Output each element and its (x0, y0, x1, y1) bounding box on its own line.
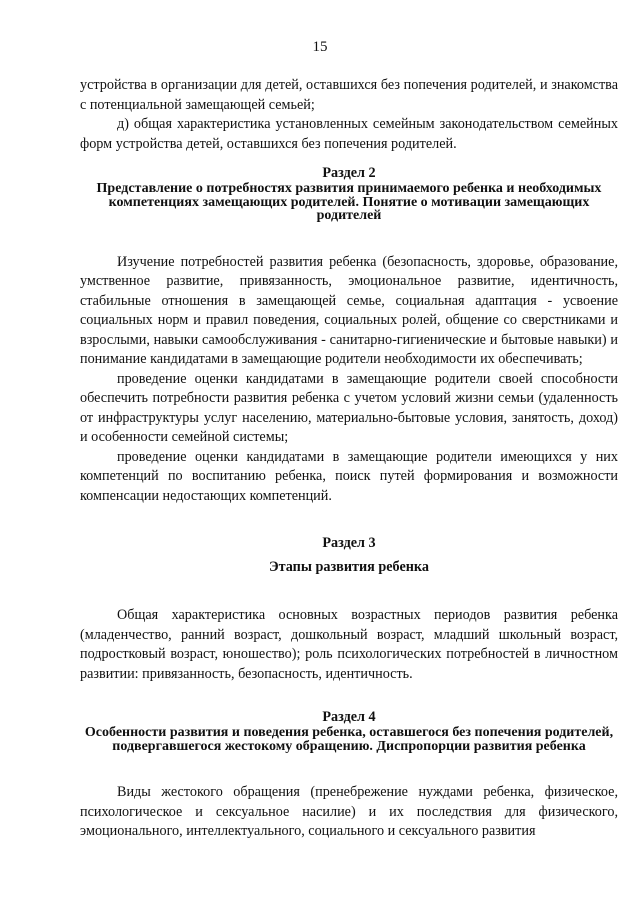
page-number: 15 (312, 39, 328, 55)
section-4-paragraph-1: Виды жестокого обращения (пренебрежение нуждами ребенка, физическое, психологическое и сексуальное насилие) и их последствия для физического, эмоционального, интеллектуального, социального и сексуального развития (80, 784, 618, 839)
section-3-paragraph-1: Общая характеристика основных возрастных периодов развития ребенка (младенчество, ранний возраст, дошкольный возраст, младший школьный возраст, подростковый возраст, юношество); роль психологических потребностей в личностном развитии: привязанность, безопасность, идентичность. (80, 607, 618, 682)
section-3-heading: Этапы развития ребенка (269, 559, 429, 575)
intro-paragraph-continuation: устройства в организации для детей, оставшихся без попечения родителей, и знакомства с потенциальной замещающей семьей; (80, 77, 618, 113)
section-2-label: Раздел 2 (322, 165, 376, 181)
section-2-paragraph-1: Изучение потребностей развития ребенка (безопасность, здоровье, образование, умственное развитие, привязанность, эмоциональное развитие, идентичность, стабильные отношения в замещающей семье, социальная адаптация - усвоение социальных норм и правил поведения, социальных ролей, общение со сверстниками и взрослыми, навыки самообслуживания - санитарно-гигиенические и бытовые навыки) и понимание кандидатами в замещающие родители необходимости их обеспечивать; (80, 253, 618, 367)
section-4-label: Раздел 4 (322, 709, 376, 725)
section-4-title (80, 708, 618, 753)
section-4-heading: Особенности развития и поведения ребенка, оставшегося без попечения родителей, подвергавшегося жестокому обращению. Диспропорции развития ребенка (84, 725, 614, 754)
section-3-title (80, 534, 618, 576)
section-2-title (80, 164, 618, 223)
section-2-heading: Представление о потребностях развития принимаемого ребенка и необходимых компетенциях замещающих родителей. Понятие о мотивации замещающих родителей (96, 181, 602, 223)
section-2-paragraph-2: проведение оценки кандидатами в замещающие родители своей способности обеспечить потребности развития ребенка с учетом условий жизни семьи (удаленность от инфраструктуры услуг населению, материально-бытовые условия, занятость, доход) и особенности семейной системы; (80, 370, 618, 445)
document-body (80, 76, 618, 842)
section-2-paragraph-3: проведение оценки кандидатами в замещающие родители имеющихся у них компетенций по воспитанию ребенка, поиск путей формирования и возможности компенсации недостающих компетенций. (80, 448, 618, 504)
intro-paragraph-item-d: д) общая характеристика установленных семейным законодательством семейных форм устройства детей, оставшихся без попечения родителей. (80, 116, 618, 152)
section-3-label: Раздел 3 (322, 535, 376, 551)
